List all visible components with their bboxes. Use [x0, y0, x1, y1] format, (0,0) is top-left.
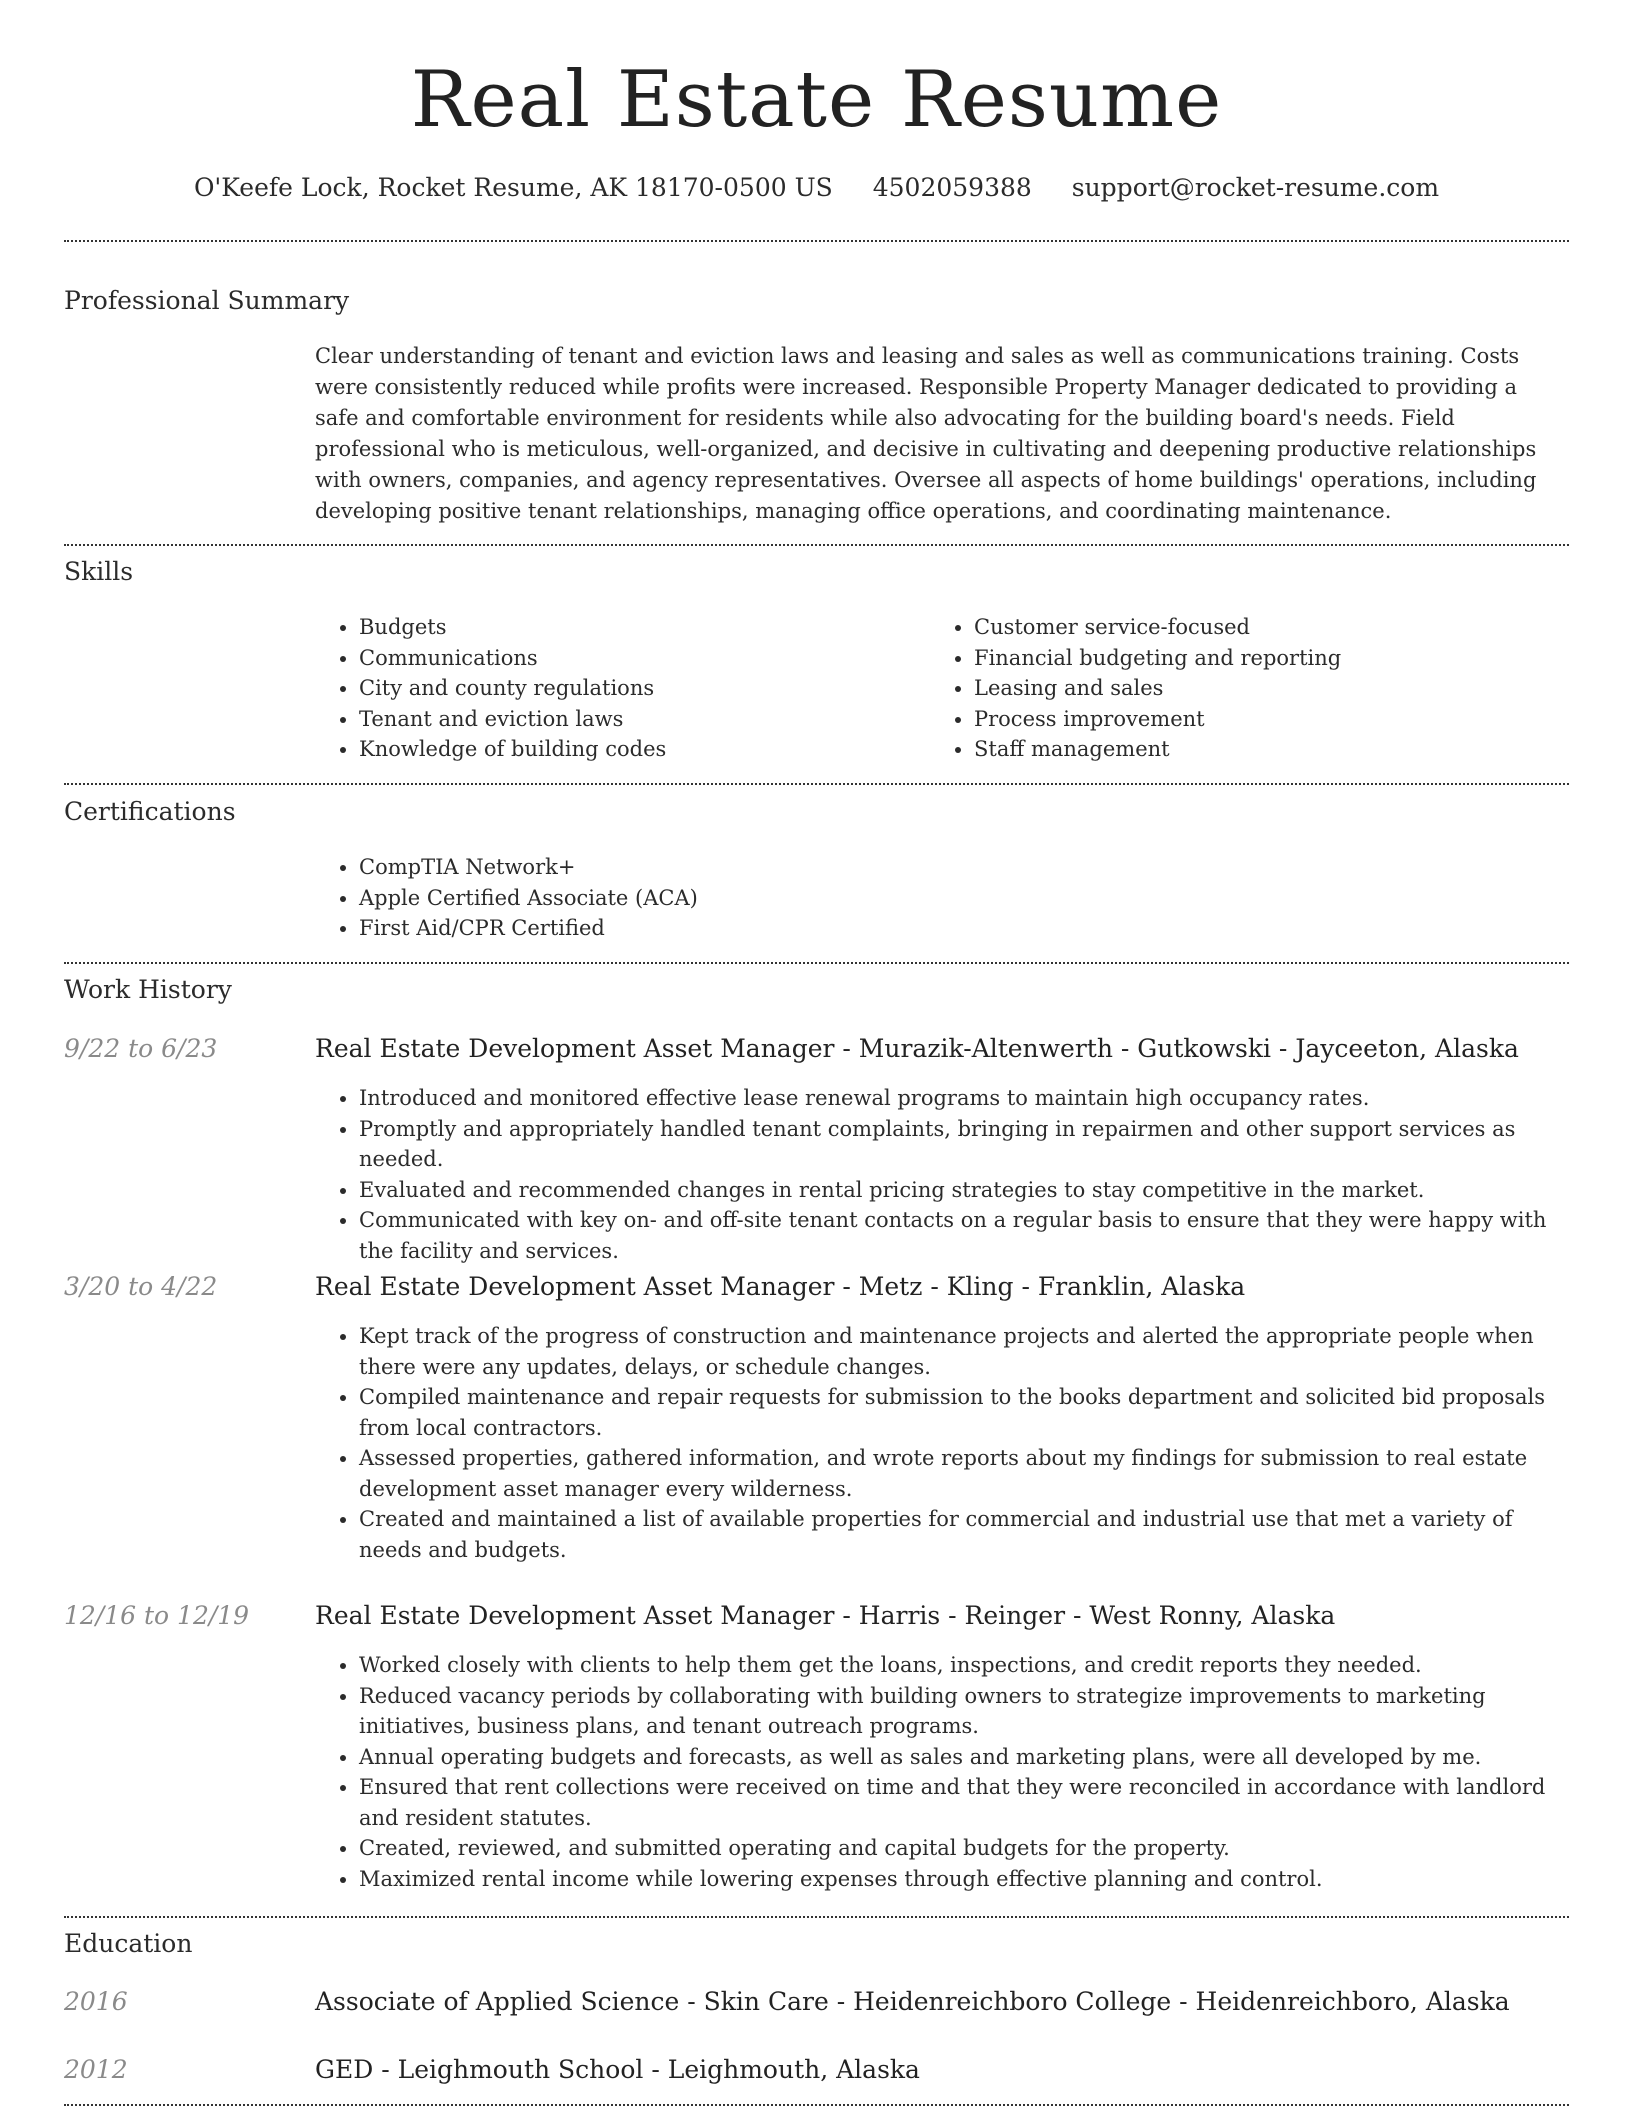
education-year: 2016 — [64, 1987, 128, 2016]
job-duty-item: • Introduced and monitored effective lease renewal programs to maintain high occupancy rates. — [359, 1083, 1575, 1114]
job-duty-item: • Worked closely with clients to help them get the loans, inspections, and credit reports they needed. — [359, 1650, 1575, 1681]
certifications-list — [315, 852, 1565, 944]
job-duty-item: • Assessed properties, gathered information, and wrote reports about my findings for submission to real estate development asset manager every wilderness. — [359, 1443, 1575, 1504]
job-dates: 3/20 to 4/22 — [64, 1272, 218, 1301]
education-title: Associate of Applied Science - Skin Care - Heidenreichboro College - Heidenreichboro, Alaska — [315, 1987, 1510, 2016]
job-title: Real Estate Development Asset Manager - Metz - Kling - Franklin, Alaska — [315, 1272, 1246, 1301]
job-duty-item: • Reduced vacancy periods by collaborating with building owners to strategize improvements to marketing initiatives, business plans, and tenant outreach programs. — [359, 1681, 1575, 1742]
resume-title: Real Estate Resume — [410, 55, 1223, 145]
contact-address: O'Keefe Lock, Rocket Resume, AK 18170-0500 US — [193, 173, 833, 202]
skill-item: • Process improvement — [974, 704, 1545, 735]
job-duty-item: • Communicated with key on- and off-site tenant contacts on a regular basis to ensure that they were happy with the facility and services. — [359, 1205, 1575, 1266]
summary-heading: Professional Summary — [64, 286, 350, 315]
education-year: 2012 — [64, 2055, 128, 2084]
job-duties — [315, 1650, 1575, 1894]
divider — [64, 1916, 1569, 1918]
contact-email: support@rocket-resume.com — [1071, 173, 1440, 202]
certification-item: • CompTIA Network+ — [359, 852, 1565, 883]
skill-item: • Customer service-focused — [974, 612, 1545, 643]
skill-item: • Staff management — [974, 734, 1545, 765]
education-title: GED - Leighmouth School - Leighmouth, Alaska — [315, 2055, 920, 2084]
divider — [64, 2104, 1569, 2106]
skill-item: • Communications — [359, 643, 930, 674]
job-duty-item: • Maximized rental income while lowering expenses through effective planning and control. — [359, 1864, 1575, 1895]
skill-item: • Financial budgeting and reporting — [974, 643, 1545, 674]
job-title: Real Estate Development Asset Manager - Harris - Reinger - West Ronny, Alaska — [315, 1601, 1336, 1630]
job-duty-item: • Created, reviewed, and submitted operating and capital budgets for the property. — [359, 1833, 1575, 1864]
skill-item: • Tenant and eviction laws — [359, 704, 930, 735]
summary-text: Clear understanding of tenant and eviction laws and leasing and sales as well as communications training. Costs were consistently reduced while profits were increased. Responsible Property Manager dedicated to providing a safe and comfortable environment for residents while also advocating for the building board's needs. Field professional who is meticulous, well-organized, and decisive in cultivating and deepening productive relationships with owners, companies, and agency representatives. Oversee all aspects of home buildings' operations, including developing positive tenant relationships, managing office operations, and coordinating maintenance. — [315, 344, 1537, 523]
skills-column-left — [315, 612, 930, 765]
job-duties — [315, 1083, 1575, 1266]
skills-column-right — [930, 612, 1545, 765]
education-heading: Education — [64, 1929, 193, 1958]
skill-item: • City and county regulations — [359, 673, 930, 704]
job-duty-item: • Created and maintained a list of available properties for commercial and industrial use that met a variety of needs and budgets. — [359, 1504, 1575, 1565]
divider — [64, 783, 1569, 785]
job-duty-item: • Ensured that rent collections were received on time and that they were reconciled in accordance with landlord and resident statutes. — [359, 1772, 1575, 1833]
job-duty-item: • Kept track of the progress of construction and maintenance projects and alerted the appropriate people when there were any updates, delays, or schedule changes. — [359, 1321, 1575, 1382]
job-duty-item: • Compiled maintenance and repair requests for submission to the books department and solicited bid proposals from local contractors. — [359, 1382, 1575, 1443]
certification-item: • First Aid/CPR Certified — [359, 913, 1565, 944]
job-duty-item: • Promptly and appropriately handled tenant complaints, bringing in repairmen and other support services as needed. — [359, 1114, 1575, 1175]
work-history-heading: Work History — [64, 975, 232, 1004]
contact-phone: 4502059388 — [872, 173, 1032, 202]
certification-item: • Apple Certified Associate (ACA) — [359, 883, 1565, 914]
skill-item: • Leasing and sales — [974, 673, 1545, 704]
contact-line — [64, 170, 1569, 206]
divider — [64, 544, 1569, 546]
job-duties — [315, 1321, 1575, 1565]
job-dates: 9/22 to 6/23 — [64, 1034, 218, 1063]
job-dates: 12/16 to 12/19 — [64, 1601, 250, 1630]
certifications-heading: Certifications — [64, 797, 236, 826]
divider — [64, 240, 1569, 242]
job-duty-item: • Evaluated and recommended changes in rental pricing strategies to stay competitive in the market. — [359, 1175, 1575, 1206]
divider — [64, 962, 1569, 964]
job-title: Real Estate Development Asset Manager - Murazik-Altenwerth - Gutkowski - Jayceeton, Alaska — [315, 1034, 1519, 1063]
skills-heading: Skills — [64, 557, 134, 586]
skill-item: • Budgets — [359, 612, 930, 643]
job-duty-item: • Annual operating budgets and forecasts, as well as sales and marketing plans, were all developed by me. — [359, 1742, 1575, 1773]
skill-item: • Knowledge of building codes — [359, 734, 930, 765]
